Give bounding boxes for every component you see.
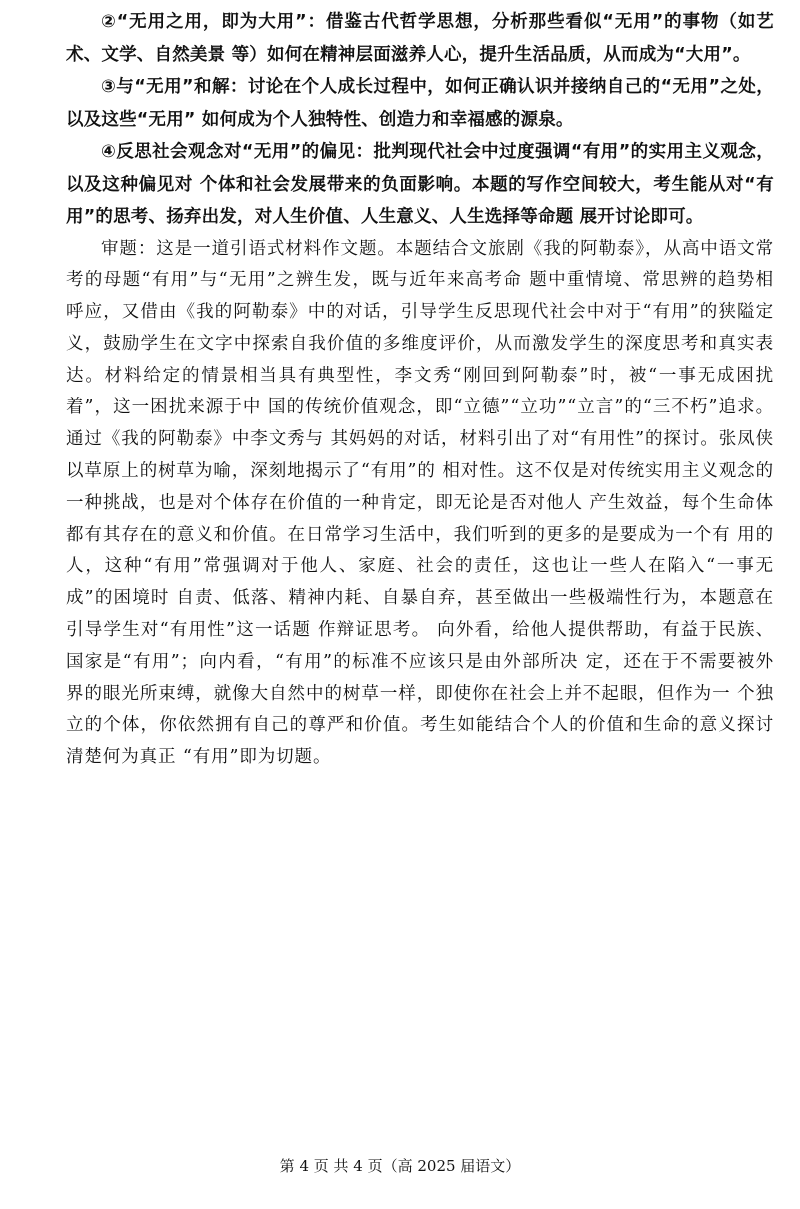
document-body (66, 6, 774, 774)
paragraph-topic-analysis: 审题：这是一道引语式材料作文题。本题结合文旅剧《我的阿勒泰》，从高中语文常考的母题“有用”与“无用”之辨生发，既与近年来高考命 题中重情境、常思辨的趋势相呼应，又借由《我的阿勒泰》中的对话，引导学生反思现代社会中对于“有用”的狭隘定义，鼓励学生在文字中探索自我价值的多维度评价，从而激发学生的深度思考和真实表达。材料给定的情景相当具有典型性，李文秀“刚回到阿勒泰”时，被“一事无成困扰着”，这一困扰来源于中 国的传统价值观念，即“立德”“立功”“立言”的“三不朽”追求。通过《我的阿勒泰》中李文秀与 其妈妈的对话，材料引出了对“有用性”的探讨。张凤侠以草原上的树草为喻，深刻地揭示了“有用”的 相对性。这不仅是对传统实用主义观念的一种挑战，也是对个体存在价值的一种肯定，即无论是否对他人 产生效益，每个生命体都有其存在的意义和价值。在日常学习生活中，我们听到的更多的是要成为一个有 用的人，这种“有用”常强调对于他人、家庭、社会的责任，这也让一些人在陷入“一事无成”的困境时 自责、低落、精神内耗、自暴自弃，甚至做出一些极端性行为，本题意在引导学生对“有用性”这一话题 作辩证思考。 向外看，给他人提供帮助，有益于民族、国家是“有用”；向内看，“有用”的标准不应该只是由外部所决 定，还在于不需要被外界的眼光所束缚，就像大自然中的树草一样，即使你在社会上并不起眼，但作为一 个独立的个体，你依然拥有自己的尊严和价值。考生如能结合个人的价值和生命的意义探讨清楚何为真正 “有用”即为切题。 (66, 238, 774, 768)
paragraph-point-2: ②“无用之用，即为大用”：借鉴古代哲学思想，分析那些看似“无用”的事物（如艺术、文学、自然美景 等）如何在精神层面滋养人心，提升生活品质，从而成为“大用”。 (66, 12, 774, 65)
page-footer: 第 4 页 共 4 页（高 2025 届语文） (279, 1157, 521, 1175)
paragraph-point-4: ④反思社会观念对“无用”的偏见：批判现代社会中过度强调“有用”的实用主义观念，以及这种偏见对 个体和社会发展带来的负面影响。本题的写作空间较大，考生能从对“有用”的思考、扬弃出发，对人生价值、人生意义、人生选择等命题 展开讨论即可。 (66, 142, 774, 227)
paragraph-point-3: ③与“无用”和解：讨论在个人成长过程中，如何正确认识并接纳自己的“无用”之处，以及这些“无用” 如何成为个人独特性、创造力和幸福感的源泉。 (66, 77, 774, 130)
